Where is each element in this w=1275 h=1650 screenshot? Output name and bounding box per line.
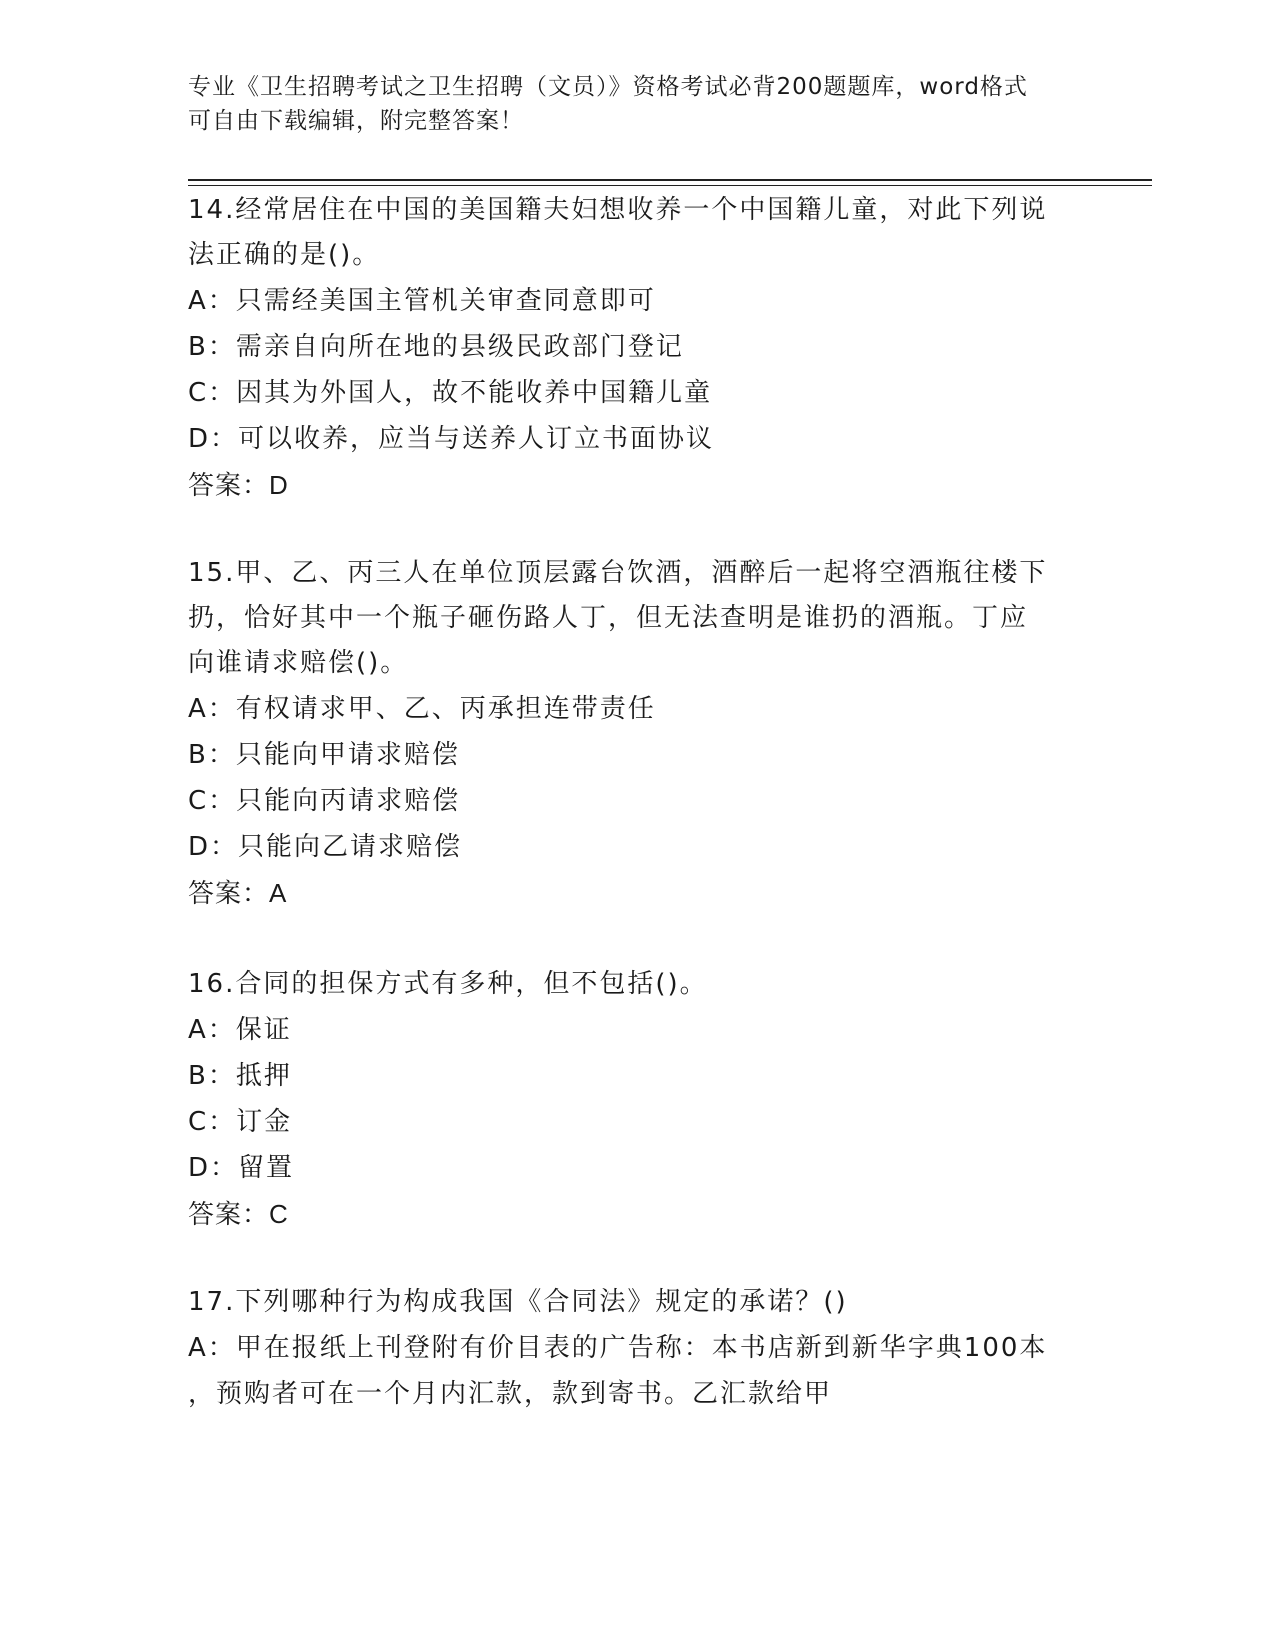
document-header bbox=[188, 70, 1068, 138]
header-line-2: 可自由下载编辑，附完整答案！ bbox=[188, 108, 524, 134]
option-a: A：只需经美国主管机关审查同意即可 bbox=[188, 286, 656, 316]
answer-line: 答案：D bbox=[188, 470, 289, 500]
option-d: D：留置 bbox=[188, 1153, 295, 1183]
option-a-continued: ，预购者可在一个月内汇款，款到寄书。乙汇款给甲 bbox=[188, 1379, 833, 1409]
option-c: C：订金 bbox=[188, 1107, 293, 1137]
question-stem-line: 14.经常居住在中国的美国籍夫妇想收养一个中国籍儿童，对此下列说 bbox=[188, 195, 1048, 225]
question-stem-line: 扔，恰好其中一个瓶子砸伤路人丁，但无法查明是谁扔的酒瓶。丁应 bbox=[188, 603, 1029, 633]
question-stem-line: 法正确的是()。 bbox=[188, 240, 381, 270]
option-a: A：有权请求甲、乙、丙承担连带责任 bbox=[188, 694, 656, 724]
option-b: B：抵押 bbox=[188, 1061, 292, 1091]
option-d: D：只能向乙请求赔偿 bbox=[188, 832, 463, 862]
question-15 bbox=[188, 551, 1088, 916]
option-b: B：需亲自向所在地的县级民政部门登记 bbox=[188, 332, 684, 362]
question-stem-line: 17.下列哪种行为构成我国《合同法》规定的承诺？() bbox=[188, 1287, 848, 1317]
header-line-1: 专业《卫生招聘考试之卫生招聘（文员）》资格考试必背200题题库，word格式 bbox=[188, 74, 1028, 100]
header-divider-thick bbox=[188, 179, 1152, 181]
option-a: A：保证 bbox=[188, 1015, 292, 1045]
option-c: C：因其为外国人，故不能收养中国籍儿童 bbox=[188, 378, 713, 408]
question-stem-line: 15.甲、乙、丙三人在单位顶层露台饮酒，酒醉后一起将空酒瓶往楼下 bbox=[188, 558, 1048, 588]
question-stem-line: 向谁请求赔偿()。 bbox=[188, 648, 409, 678]
header-divider-thin bbox=[188, 185, 1152, 186]
option-a: A：甲在报纸上刊登附有价目表的广告称：本书店新到新华字典100本 bbox=[188, 1333, 1048, 1363]
question-16 bbox=[188, 962, 1088, 1237]
answer-line: 答案：A bbox=[188, 878, 288, 908]
option-c: C：只能向丙请求赔偿 bbox=[188, 786, 461, 816]
question-17 bbox=[188, 1280, 1088, 1417]
question-14 bbox=[188, 188, 1088, 508]
question-stem-line: 16.合同的担保方式有多种，但不包括()。 bbox=[188, 969, 708, 999]
option-b: B：只能向甲请求赔偿 bbox=[188, 740, 460, 770]
answer-line: 答案：C bbox=[188, 1199, 289, 1229]
option-d: D：可以收养，应当与送养人订立书面协议 bbox=[188, 424, 715, 454]
